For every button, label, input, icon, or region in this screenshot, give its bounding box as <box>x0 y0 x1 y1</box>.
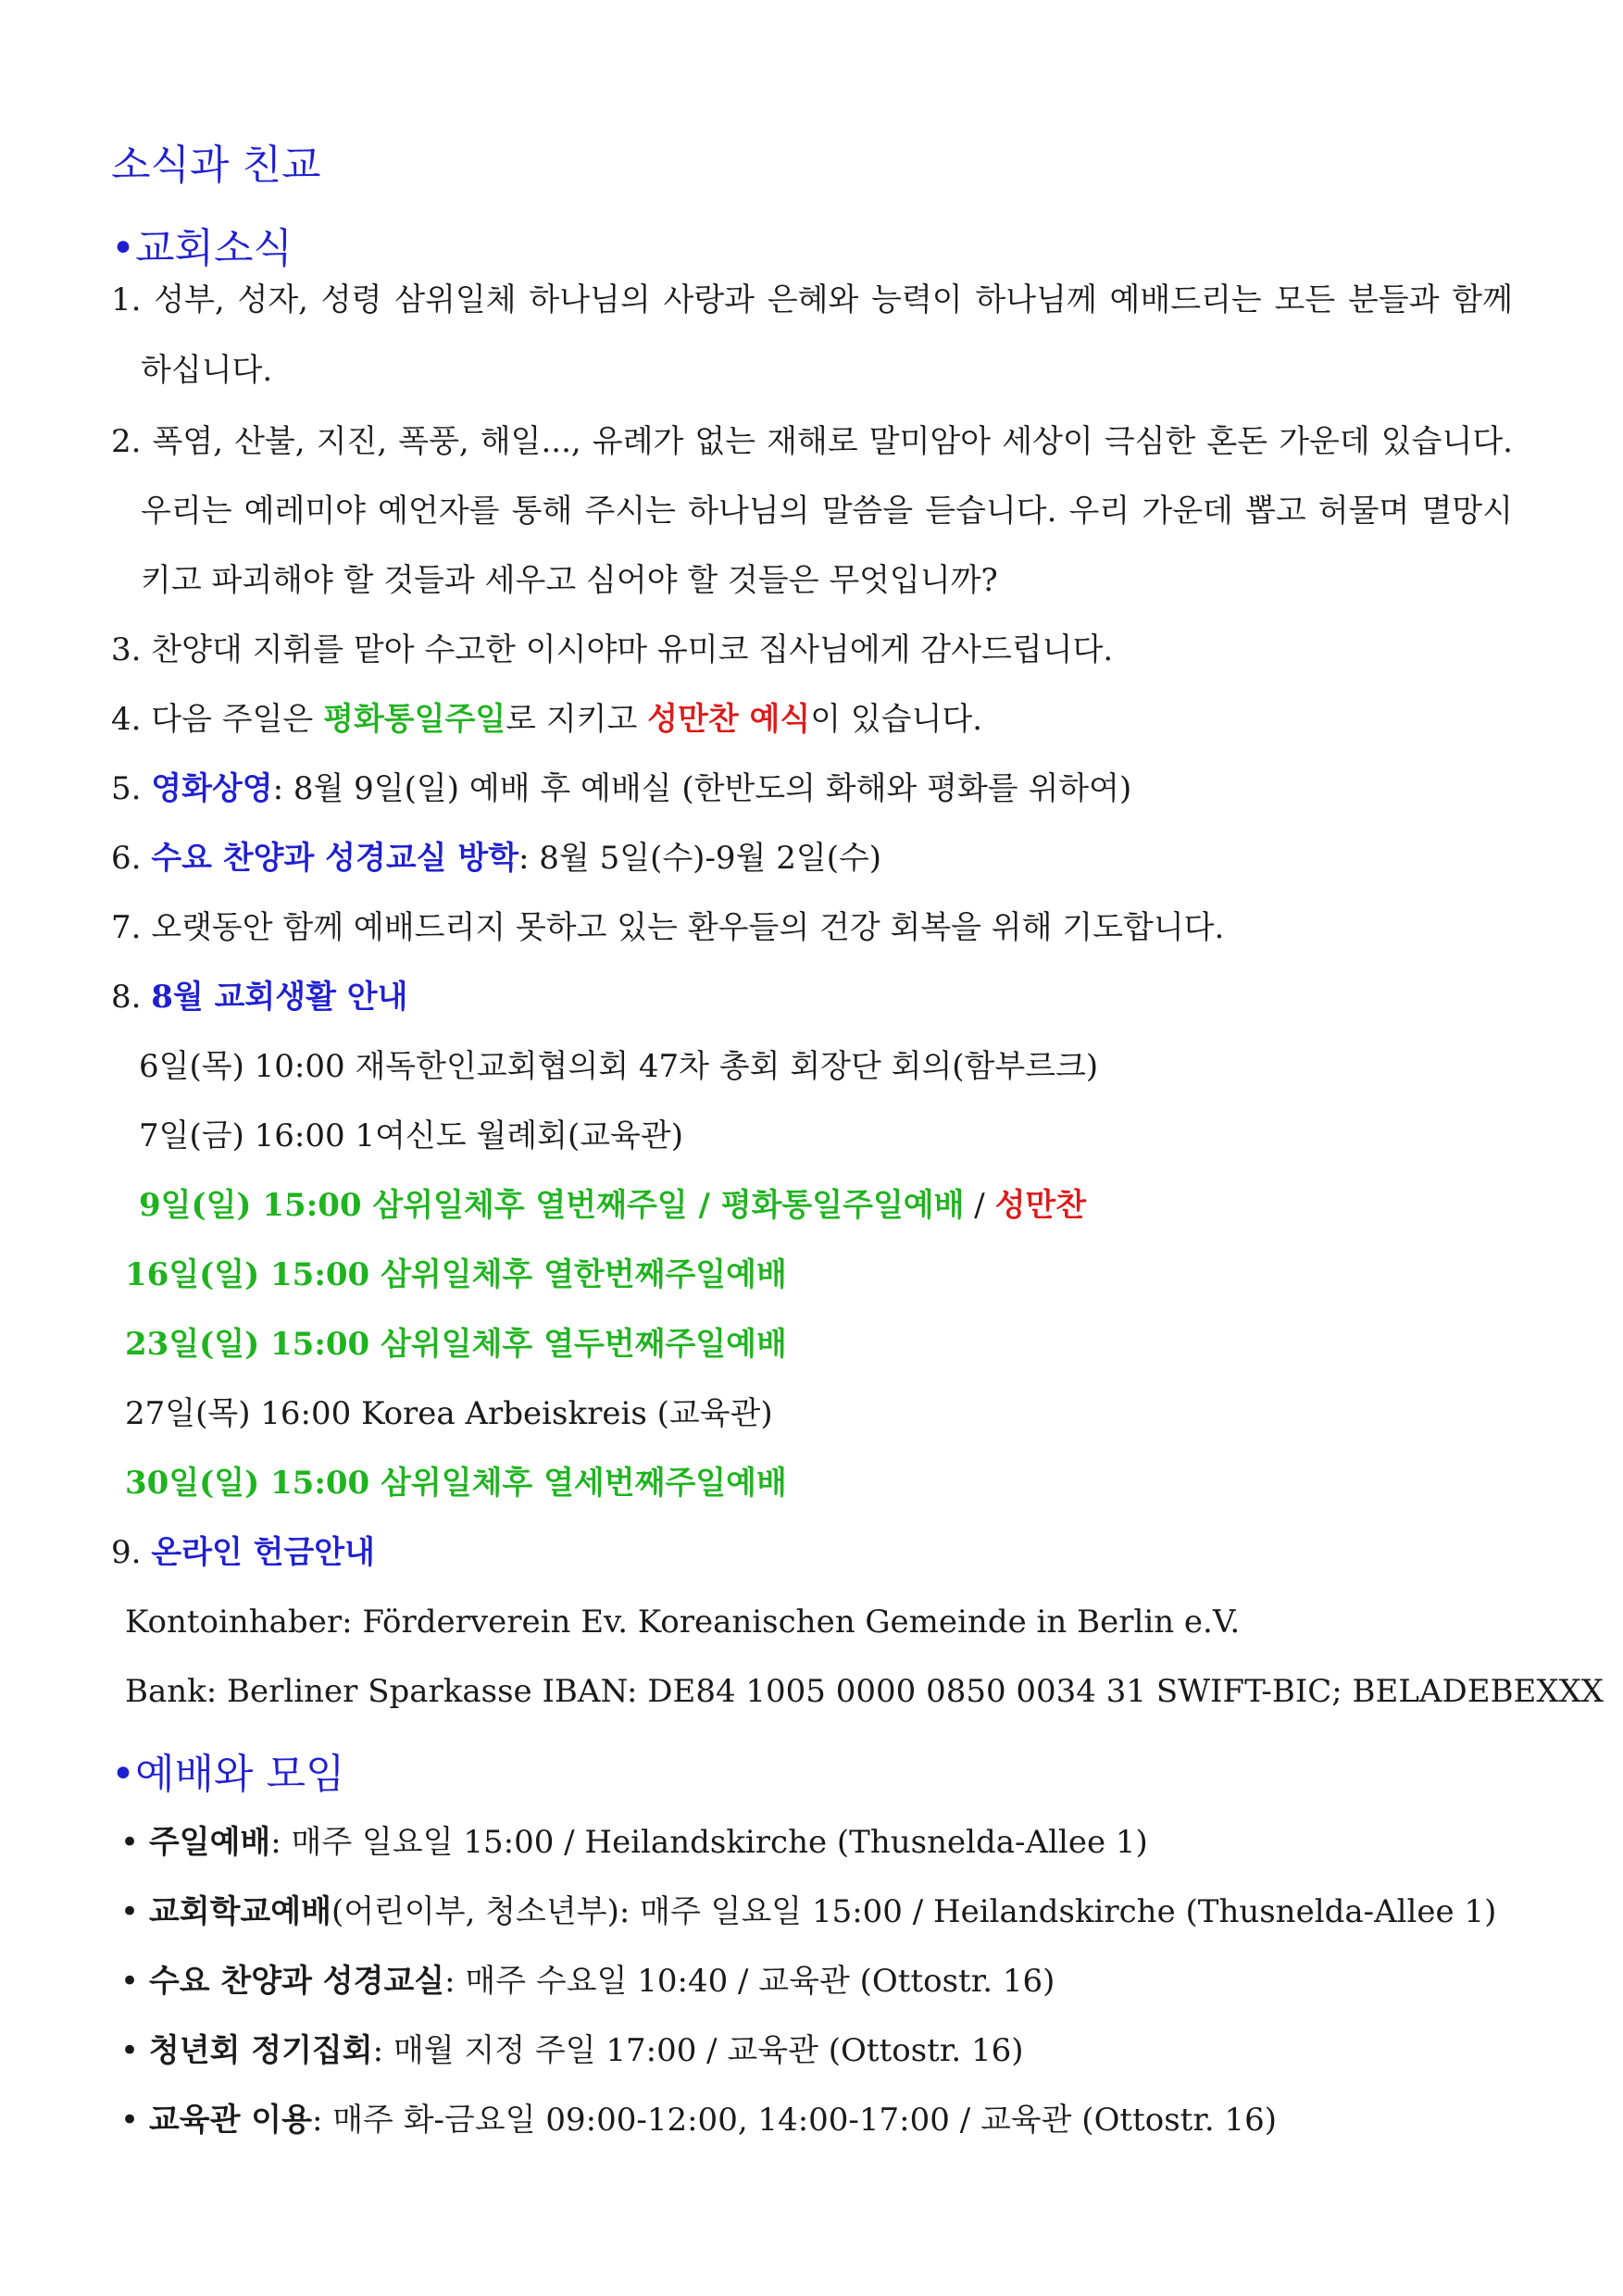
news-item-8-number: 8. <box>111 979 152 1016</box>
worship-item-label: 주일예배 <box>148 1824 271 1861</box>
news-item-5-number: 5. <box>111 770 152 807</box>
schedule-item-1: 6일(목) 10:00 재독한인교회협의회 47차 총회 회장단 회의(함부르크) <box>139 1048 1099 1085</box>
news-item-4-text-e: 이 있습니다. <box>810 701 983 738</box>
worship-item-text: : 매월 지정 주일 17:00 / 교육관 (Ottostr. 16) <box>372 2032 1024 2069</box>
bank-details: Bank: Berliner Sparkasse IBAN: DE84 1005 0000 0850 0034 31 SWIFT-BIC; BELADEBEXXX <box>125 1673 1604 1710</box>
news-item-7: 7. 오랫동안 함께 예배드리지 못하고 있는 환우들의 건강 회복을 위해 기도합니다. <box>111 909 1225 946</box>
news-item-1-line-1: 1. 성부, 성자, 성령 삼위일체 하나님의 사랑과 은혜와 능력이 하나님께 예배드리는 모든 분들과 함께 <box>111 281 1513 318</box>
worship-item-text: : 매주 일요일 15:00 / Heilandskirche (Thusnelda-Allee 1) <box>270 1824 1148 1861</box>
schedule-item-2: 7일(금) 16:00 1여신도 월례회(교육관) <box>139 1117 684 1154</box>
communion-service: 성만찬 예식 <box>647 701 811 738</box>
worship-item-label: 청년회 정기집회 <box>148 2032 373 2069</box>
worship-item-youth <box>120 2030 1023 2071</box>
news-item-2-line-3: 키고 파괴해야 할 것들과 세우고 심어야 할 것들은 무엇입니까? <box>141 562 998 599</box>
section-heading-church-news: •교회소식 <box>111 225 293 272</box>
section-heading-worship: •예배와 모임 <box>111 1751 345 1798</box>
schedule-item-7: 30일(일) 15:00 삼위일체후 열세번째주일예배 <box>125 1465 787 1502</box>
schedule-item-4: 16일(일) 15:00 삼위일체후 열한번째주일예배 <box>125 1256 787 1293</box>
schedule-item-3-separator: / <box>964 1187 995 1224</box>
news-item-6-text: : 8월 5일(수)-9월 2일(수) <box>518 840 882 877</box>
bullet-icon: • <box>120 1893 140 1930</box>
bullet-icon: • <box>120 2102 140 2139</box>
account-holder: Kontoinhaber: Förderverein Ev. Koreanischen Gemeinde in Berlin e.V. <box>125 1603 1241 1641</box>
news-item-3: 3. 찬양대 지휘를 맡아 수고한 이시야마 유미코 집사님에게 감사드립니다. <box>111 631 1114 668</box>
news-item-2-line-1: 2. 폭염, 산불, 지진, 폭풍, 해일..., 유례가 없는 재해로 말미암아 세상이 극심한 혼돈 가운데 있습니다. <box>111 423 1513 460</box>
worship-item-label: 교회학교예배 <box>148 1893 331 1930</box>
bullet-icon: • <box>120 1824 140 1861</box>
bible-class-vacation-label: 수요 찬양과 성경교실 방학 <box>151 840 519 877</box>
news-item-9-number: 9. <box>111 1534 152 1571</box>
worship-item-church-school <box>120 1891 1496 1932</box>
news-item-2-line-2: 우리는 예레미야 예언자를 통해 주시는 하나님의 말씀을 듣습니다. 우리 가운데 뽑고 허물며 멸망시 <box>141 493 1513 530</box>
worship-item-wednesday <box>120 1961 1055 2002</box>
news-item-9 <box>111 1532 375 1573</box>
news-item-4-text-a: 4. 다음 주일은 <box>111 701 324 738</box>
schedule-item-5: 23일(일) 15:00 삼위일체후 열두번째주일예배 <box>125 1326 787 1363</box>
worship-item-education-hall <box>120 2100 1277 2140</box>
schedule-item-3 <box>139 1185 1086 1226</box>
news-item-4 <box>111 699 982 740</box>
schedule-item-6: 27일(목) 16:00 Korea Arbeiskreis (교육관) <box>125 1395 773 1432</box>
worship-item-text: : 매주 수요일 10:40 / 교육관 (Ottostr. 16) <box>444 1963 1055 2000</box>
worship-item-label: 수요 찬양과 성경교실 <box>148 1963 445 2000</box>
worship-item-sunday <box>120 1822 1148 1863</box>
schedule-item-3-service: 9일(일) 15:00 삼위일체후 열번째주일 / 평화통일주일예배 <box>139 1187 965 1224</box>
news-item-6-number: 6. <box>111 840 152 877</box>
worship-item-label: 교육관 이용 <box>148 2102 312 2139</box>
bullet-icon: • <box>120 2032 140 2069</box>
bullet-icon: • <box>120 1963 140 2000</box>
worship-item-text: : 매주 화-금요일 09:00-12:00, 14:00-17:00 / 교육관 (Ottostr. 16) <box>311 2102 1278 2139</box>
schedule-item-3-communion: 성만찬 <box>994 1187 1087 1224</box>
news-item-8 <box>111 977 408 1017</box>
news-item-1-line-2: 하십니다. <box>141 352 273 389</box>
news-item-6 <box>111 838 881 879</box>
online-offering-label: 온라인 헌금안내 <box>151 1534 375 1571</box>
news-item-4-text-c: 로 지키고 <box>506 701 648 738</box>
worship-item-text: (어린이부, 청소년부): 매주 일요일 15:00 / Heilandskirche (Thusnelda-Allee 1) <box>331 1893 1497 1930</box>
august-schedule-label: 8월 교회생활 안내 <box>151 979 408 1016</box>
news-item-5 <box>111 768 1131 809</box>
page-title: 소식과 친교 <box>111 142 321 189</box>
news-item-5-text: : 8월 9일(일) 예배 후 예배실 (한반도의 화해와 평화를 위하여) <box>272 770 1132 807</box>
peace-reunification-sunday: 평화통일주일 <box>323 701 506 738</box>
movie-screening-label: 영화상영 <box>151 770 273 807</box>
